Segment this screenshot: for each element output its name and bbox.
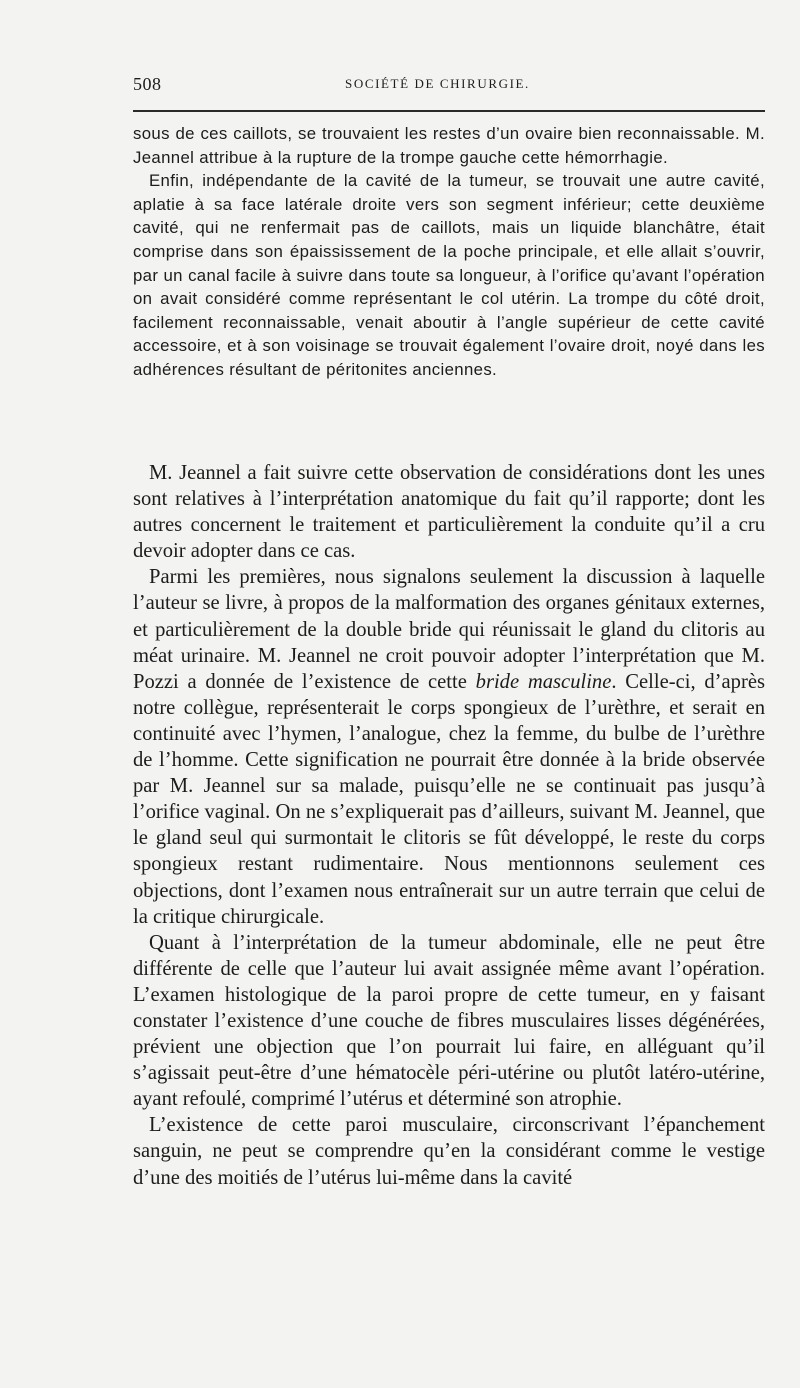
paragraph-interpretation-tumeur: Quant à l’interprétation de la tumeur abdominale, elle ne peut être différente de celle que l’auteur lui avait assignée même avant l’opération. L’examen histologique de la paroi propre de cette tumeur, en y faisant constater l’existence d’une couche de fibres musculaires lisses dégénérées, prévient une objection que l’on pourrait lui faire, en alléguant qu’il s’agissait peut-être d’une hématocèle péri-utérine ou plutôt latéro-utérine, ayant refoulé, comprimé l’utérus et déterminé son atrophie. <box>133 931 765 1111</box>
paragraph-considerations: M. Jeannel a fait suivre cette observation de considérations dont les unes sont relatives à l’interprétation anatomique du fait qu’il rapporte; dont les autres concernent le traitement et particulièrement la conduite qu’il a cru devoir adopter dans ce cas. <box>133 462 765 563</box>
paragraph-paroi-musculaire: L’existence de cette paroi musculaire, circonscrivant l’épanchement sanguin, ne peut se comprendre qu’en la considérant comme le vestige d’une des moitiés de l’utérus lui-même dans la cavité <box>133 1114 765 1189</box>
header-rule <box>133 110 765 112</box>
paragraph-premieres <box>133 564 765 929</box>
italic-bride-masculine: bride masculine <box>475 670 612 693</box>
paragraph-premieres-part-2: . Celle-ci, d’après notre collègue, représenterait le corps spongieux de l’urèthre, et serait en continuité avec l’hymen, l’analogue, chez la femme, du bulbe de l’urèthre de l’homme. Cette signification ne pourrait être donnée à la bride observée par M. Jeannel sur sa malade, puisqu’elle ne se continuait pas jusqu’à l’orifice vaginal. On ne s’expliquerait pas d’ailleurs, suivant M. Jeannel, que le gland seul qui surmontait le clitoris se fût développé, le reste du corps spongieux restant rudimentaire. Nous mentionnons seulement ces objections, dont l’examen nous entraînerait sur un autre terrain que celui de la critique chirurgicale. <box>133 670 765 928</box>
page-header <box>133 74 765 104</box>
page-number: 508 <box>133 74 162 94</box>
body-text <box>133 122 765 1189</box>
paragraph-enfin: Enfin, indépendante de la cavité de la tumeur, se trouvait une autre cavité, aplatie à sa face latérale droite vers son segment inférieur; cette deuxième cavité, qui ne renfermait pas de caillots, mais un liquide blanchâtre, était comprise dans son épaississement de la poche principale, et elle allait s’ouvrir, par un canal facile à suivre dans toute sa longueur, à l’orifice qu’avant l’opération on avait considéré comme représentant le col utérin. La trompe du côté droit, facilement reconnaissable, venait aboutir à l’angle supérieur de cette cavité accessoire, et à son voisinage se trouvait également l’ovaire droit, noyé dans les adhérences résultant de péritonites anciennes. <box>133 171 765 379</box>
running-title: SOCIÉTÉ DE CHIRURGIE. <box>345 76 530 91</box>
paragraph-premieres-part-1: Parmi les premières, nous signalons seulement la discussion à laquelle l’auteur se livre, à propos de la malformation des organes génitaux externes, et particulièrement de la double bride qui réunissait le gland du clitoris au méat urinaire. M. Jeannel ne croit pouvoir adopter l’interprétation que M. Pozzi a donnée de l’existence de cette <box>133 566 765 693</box>
paragraph-continuation: sous de ces caillots, se trouvaient les restes d’un ovaire bien reconnaissable. M. Jeannel attribue à la rupture de la trompe gauche cette hémorrhagie. <box>133 124 765 167</box>
small-print-section <box>133 122 765 382</box>
main-print-section <box>133 460 765 1191</box>
